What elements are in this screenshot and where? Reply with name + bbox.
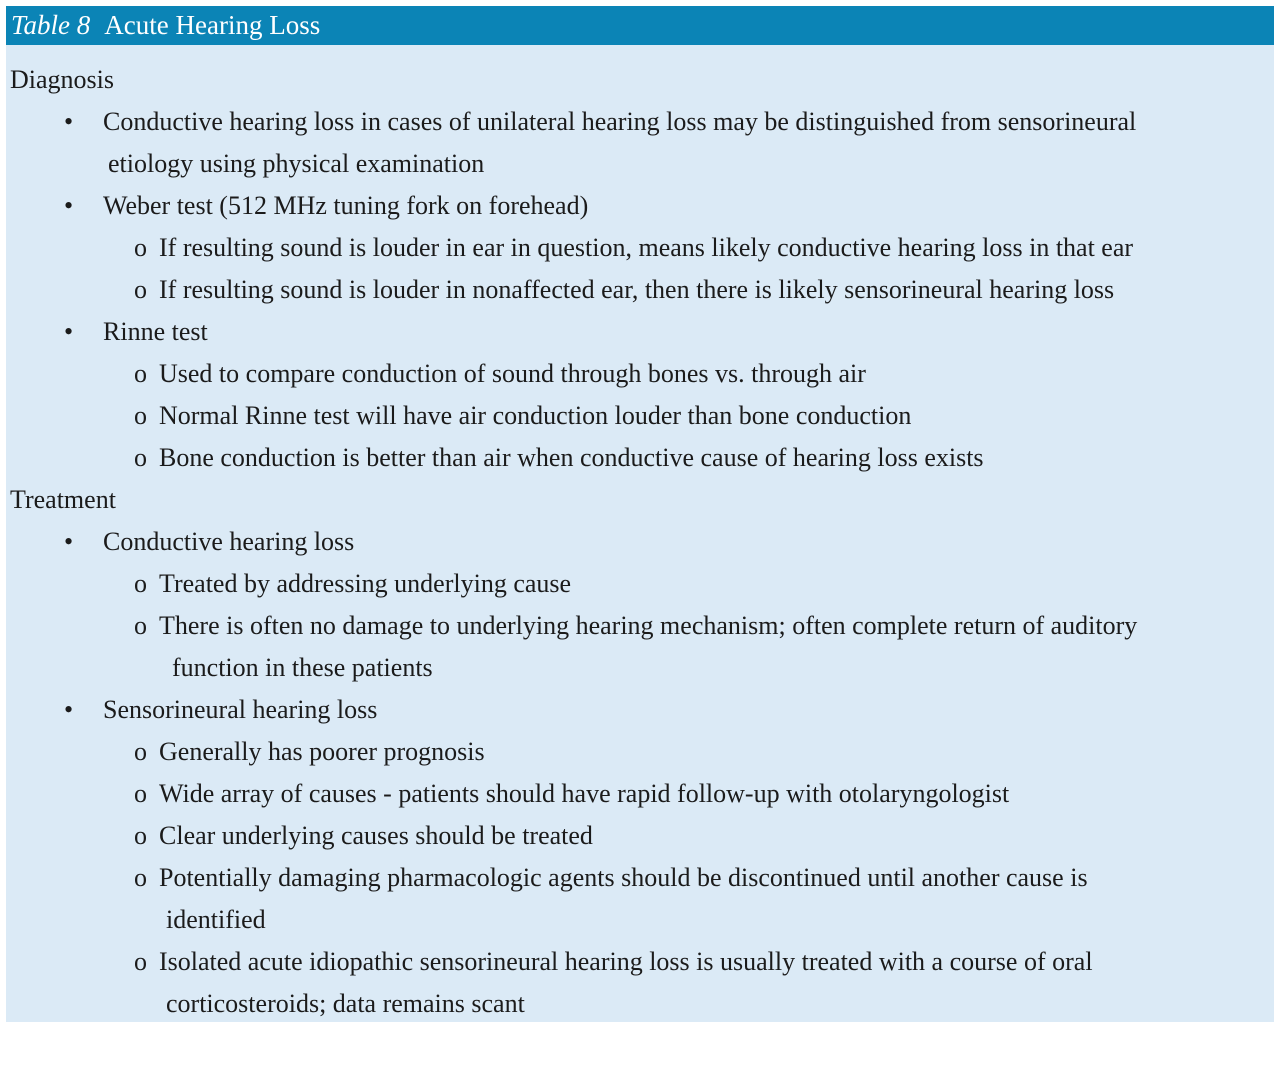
subitem-text: Wide array of causes - patients should have rapid follow-up with otolaryngologist: [159, 779, 1010, 808]
table-8-box: [6, 6, 1274, 1022]
bullet-marker: •: [64, 317, 74, 346]
section-heading: Treatment: [10, 485, 116, 514]
bullet-item-text: Conductive hearing loss in cases of unilateral hearing loss may be distinguished from sensorineural: [103, 107, 1137, 136]
bullet-item-text: Sensorineural hearing loss: [103, 695, 378, 724]
subitem-text-continued: identified: [166, 905, 266, 934]
subitem-text: Bone conduction is better than air when conductive cause of hearing loss exists: [159, 443, 984, 472]
subitem-text: Used to compare conduction of sound through bones vs. through air: [159, 359, 866, 388]
subbullet-marker: o: [134, 275, 147, 304]
subbullet-marker: o: [134, 779, 147, 808]
subitem-text: If resulting sound is louder in nonaffected ear, then there is likely sensorineural hearing loss: [159, 275, 1115, 304]
bullet-item-text: Conductive hearing loss: [103, 527, 355, 556]
subbullet-marker: o: [134, 611, 147, 640]
table-number: Table 8: [11, 10, 91, 40]
bullet-marker: •: [64, 107, 74, 136]
subbullet-marker: o: [134, 401, 147, 430]
subbullet-marker: o: [134, 443, 147, 472]
subbullet-marker: o: [134, 359, 147, 388]
bullet-marker: •: [64, 527, 74, 556]
subitem-text-continued: function in these patients: [172, 653, 433, 682]
bullet-marker: •: [64, 695, 74, 724]
subitem-text: Isolated acute idiopathic sensorineural hearing loss is usually treated with a course of oral: [159, 947, 1093, 976]
bullet-item-text: Rinne test: [103, 317, 208, 346]
subitem-text: Generally has poorer prognosis: [159, 737, 485, 766]
table-title: Acute Hearing Loss: [104, 10, 321, 40]
subitem-text: There is often no damage to underlying hearing mechanism; often complete return of auditory: [159, 611, 1138, 640]
subbullet-marker: o: [134, 233, 147, 262]
subitem-text: Normal Rinne test will have air conduction louder than bone conduction: [159, 401, 912, 430]
bullet-item-text: Weber test (512 MHz tuning fork on forehead): [103, 191, 589, 220]
subitem-text: Clear underlying causes should be treated: [159, 821, 593, 850]
table-header: [6, 6, 1274, 45]
subitem-text: Potentially damaging pharmacologic agents should be discontinued until another cause is: [159, 863, 1088, 892]
table-body: [6, 45, 1274, 1022]
bullet-item-text-continued: etiology using physical examination: [108, 149, 485, 178]
section-heading: Diagnosis: [10, 65, 114, 94]
subitem-text: If resulting sound is louder in ear in question, means likely conductive hearing loss in that ear: [159, 233, 1134, 262]
subbullet-marker: o: [134, 737, 147, 766]
subbullet-marker: o: [134, 569, 147, 598]
subitem-text: Treated by addressing underlying cause: [159, 569, 572, 598]
subitem-text-continued: corticosteroids; data remains scant: [166, 989, 525, 1018]
bullet-marker: •: [64, 191, 74, 220]
subbullet-marker: o: [134, 947, 147, 976]
subbullet-marker: o: [134, 863, 147, 892]
subbullet-marker: o: [134, 821, 147, 850]
